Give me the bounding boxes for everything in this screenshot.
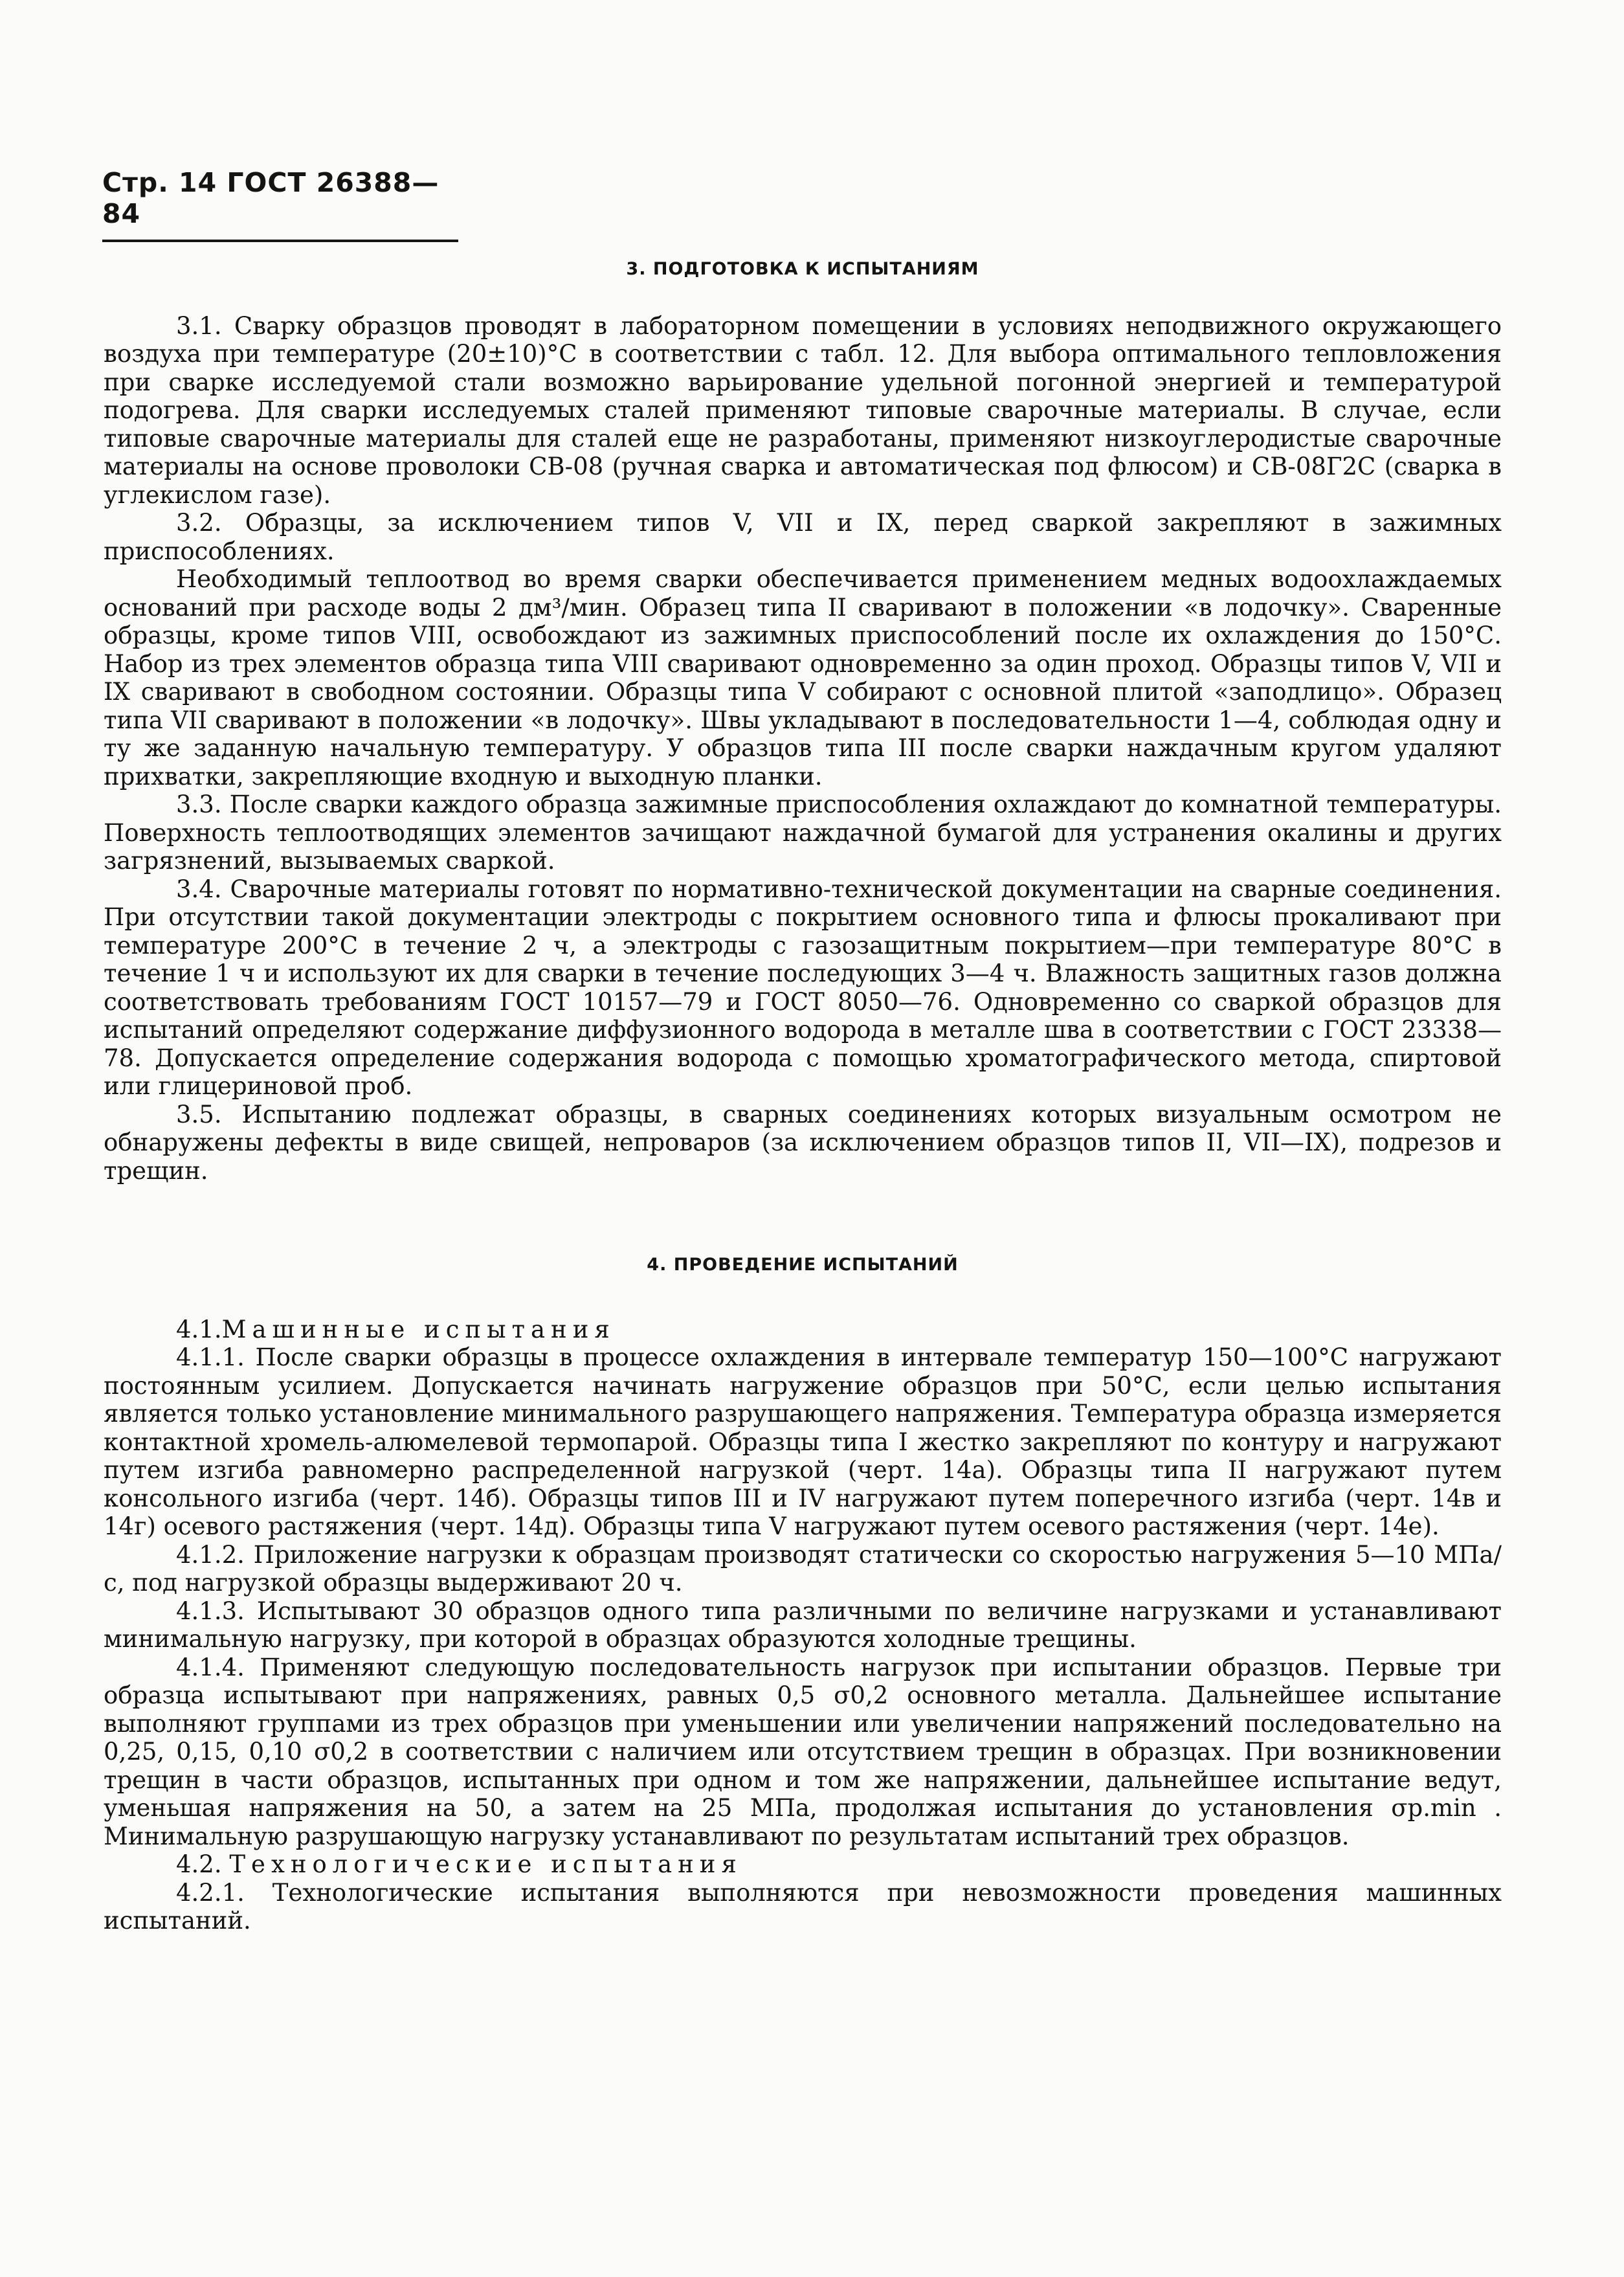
paragraph-3-3: 3.3. После сварки каждого образца зажимные приспособления охлаждают до комнатной температуры. Поверхность теплоотводящих элементов зачищают наждачной бумагой для устранения окалины и других загрязнений, вызываемых сваркой.: [104, 791, 1502, 875]
section-3-title: 3. ПОДГОТОВКА К ИСПЫТАНИЯМ: [626, 259, 979, 279]
subheading-4-1-number: 4.1.: [176, 1315, 222, 1343]
subheading-4-2: [104, 1850, 1502, 1879]
paragraph-3-2-cont: Необходимый теплоотвод во время сварки обеспечивается применением медных водоохлаждаемых оснований при расходе воды 2 дм³/мин. Образец типа II сваривают в положении «в лодочку». Сваренные образцы, кроме типов VIII, освобождают из зажимных приспособлений после их охлаждения до 150°С. Набор из трех элементов образца типа VIII сваривают одновременно за один проход. Образцы типов V, VII и IX сваривают в свободном состоянии. Образцы типа V собирают с основной плитой «заподлицо». Образец типа VII сваривают в положении «в лодочку». Швы укладывают в последовательности 1—4, соблюдая одну и ту же заданную начальную температуру. У образцов типа III после сварки наждачным кругом удаляют прихватки, закрепляющие входную и выходную планки.: [104, 565, 1502, 791]
paragraph-4-1-2: 4.1.2. Приложение нагрузки к образцам производят статически со скоростью нагружения 5—10 МПа/с, под нагрузкой образцы выдерживают 20 ч.: [104, 1540, 1502, 1597]
paragraph-3-1: 3.1. Сварку образцов проводят в лабораторном помещении в условиях неподвижного окружающего воздуха при температуре (20±10)°С в соответствии с табл. 12. Для выбора оптимального тепловложения при сварке исследуемой стали возможно варьирование удельной погонной энергией и температурой подогрева. Для сварки исследуемых сталей применяют типовые сварочные материалы. В случае, если типовые сварочные материалы для сталей еще не разработаны, применяют низкоуглеродистые сварочные материалы на основе проволоки СВ-08 (ручная сварка и автоматическая под флюсом) и СВ-08Г2С (сварка в углекислом газе).: [104, 311, 1502, 509]
page-header: [102, 167, 458, 242]
paragraph-4-1-3: 4.1.3. Испытывают 30 образцов одного типа различными по величине нагрузками и устанавливают минимальную нагрузку, при которой в образцах образуются холодные трещины.: [104, 1597, 1502, 1653]
subheading-4-1: [104, 1316, 1502, 1344]
paragraph-3-5: 3.5. Испытанию подлежат образцы, в сварных соединениях которых визуальным осмотром не обнаружены дефекты в виде свищей, непроваров (за исключением образцов типов II, VII—IX), подрезов и трещин.: [104, 1100, 1502, 1185]
paragraph-3-2: 3.2. Образцы, за исключением типов V, VII и IX, перед сваркой закрепляют в зажимных приспособлениях.: [104, 509, 1502, 565]
subheading-4-2-number: 4.2.: [176, 1850, 222, 1878]
paragraph-4-1-4: 4.1.4. Применяют следующую последовательность нагрузок при испытании образцов. Первые три образца испытывают при напряжениях, равных 0,5 σ0,2 основного металла. Дальнейшее испытание выполняют группами из трех образцов при уменьшении или увеличении напряжений последовательно на 0,25, 0,15, 0,10 σ0,2 в соответствии с наличием или отсутствием трещин в образцах. При возникновении трещин в части образцов, испытанных при одном и том же напряжении, дальнейшее испытание ведут, уменьшая напряжения на 50, а затем на 25 МПа, продолжая испытания до установления σp.min . Минимальную разрушающую нагрузку устанавливают по результатам испытаний трех образцов.: [104, 1653, 1502, 1850]
paragraph-3-4: 3.4. Сварочные материалы готовят по нормативно-технической документации на сварные соединения. При отсутствии такой документации электроды с покрытием основного типа и флюсы прокаливают при температуре 200°С в течение 2 ч, а электроды с газозащитным покрытием—при температуре 80°С в течение 1 ч и используют их для сварки в течение последующих 3—4 ч. Влажность защитных газов должна соответствовать требованиям ГОСТ 10157—79 и ГОСТ 8050—76. Одновременно со сваркой образцов для испытаний определяют содержание диффузионного водорода в металле шва в соответствии с ГОСТ 23338—78. Допускается определение содержания водорода с помощью хроматографического метода, спиртовой или глицериновой проб.: [104, 875, 1502, 1100]
paragraph-4-2-1: 4.2.1. Технологические испытания выполняются при невозможности проведения машинных испытаний.: [104, 1878, 1502, 1935]
subheading-4-2-text: Технологические испытания: [229, 1850, 742, 1878]
paragraph-4-1-1: 4.1.1. После сварки образцы в процессе охлаждения в интервале температур 150—100°С нагружают постоянным усилием. Допускается начинать нагружение образцов при 50°С, если целью испытания является только установление минимального разрушающего напряжения. Температура образца измеряется контактной хромель-алюмелевой термопарой. Образцы типа I жестко закрепляют по контуру и нагружают путем изгиба равномерно распределенной нагрузкой (черт. 14а). Образцы типа II нагружают путем консольного изгиба (черт. 14б). Образцы типов III и IV нагружают путем поперечного изгиба (черт. 14в и 14г) осевого растяжения (черт. 14д). Образцы типа V нагружают путем осевого растяжения (черт. 14е).: [104, 1343, 1502, 1540]
document-body: [104, 255, 1502, 1935]
subheading-4-1-text: Машинные испытания: [221, 1315, 616, 1343]
section-4-title: 4. ПРОВЕДЕНИЕ ИСПЫТАНИЙ: [647, 1255, 959, 1275]
page-number-standard: Стр. 14 ГОСТ 26388—84: [102, 167, 439, 229]
